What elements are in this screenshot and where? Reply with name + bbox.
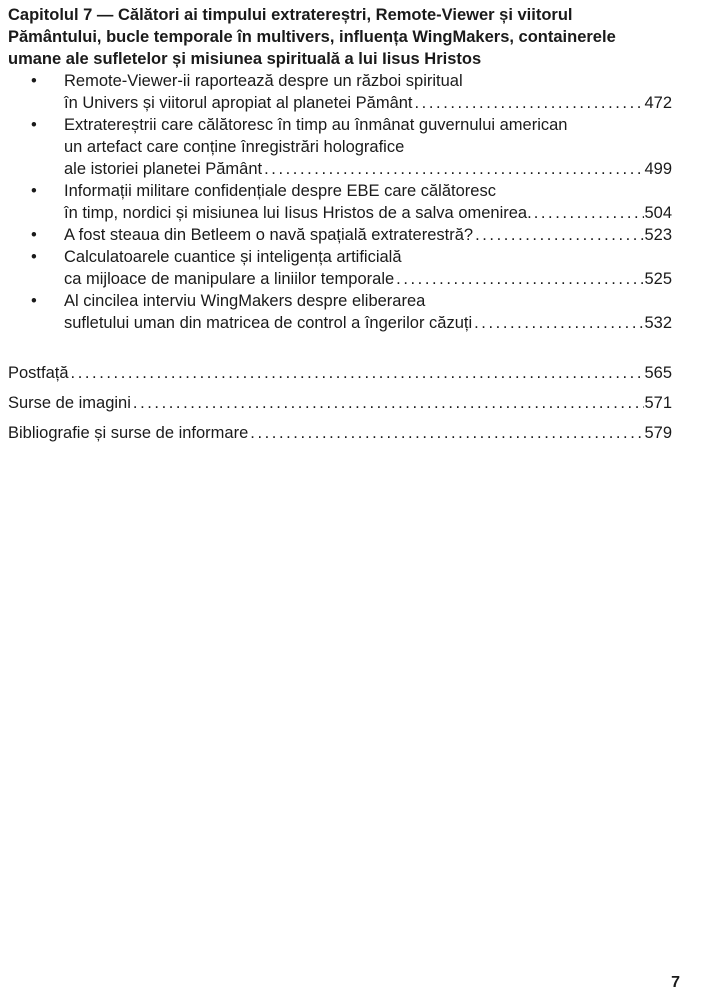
- dot-leader: [248, 422, 644, 444]
- page-ref: 571: [644, 394, 672, 412]
- dot-leader: [473, 224, 644, 246]
- entry-text-line: un artefact care conține înregistrări holografice: [64, 138, 405, 156]
- page-number: 7: [671, 974, 680, 991]
- dot-leader: [69, 362, 645, 384]
- toc-entry-504[interactable]: [0, 180, 702, 224]
- entry-label: Postfață: [8, 364, 69, 382]
- entry-last-line: [64, 312, 672, 334]
- entry-text-line: Al cincilea interviu WingMakers despre eliberarea: [64, 292, 426, 310]
- page-ref: 525: [644, 270, 672, 288]
- entry-text-line: A fost steaua din Betleem o navă spațială extraterestră?: [64, 226, 474, 244]
- bullet-icon: •: [31, 248, 37, 266]
- entry-label: Bibliografie și surse de informare: [8, 424, 249, 442]
- page-ref: 565: [644, 364, 672, 382]
- page-ref: 499: [644, 160, 672, 178]
- bullet-icon: •: [31, 226, 37, 244]
- toc-entry-bibliografie[interactable]: [8, 422, 672, 444]
- toc-entry-532[interactable]: [0, 290, 702, 334]
- entry-text-line: Remote-Viewer-ii raportează despre un război spiritual: [64, 72, 463, 90]
- entry-text-line: Extratereștrii care călătoresc în timp au înmânat guvernului american: [64, 116, 568, 134]
- toc-entry-surse-imagini[interactable]: [8, 392, 672, 414]
- bullet-icon: •: [31, 182, 37, 200]
- dot-leader: [131, 392, 645, 414]
- dot-leader: [262, 158, 644, 180]
- entry-text-line: ale istoriei planetei Pământ: [64, 160, 263, 178]
- bullet-icon: •: [31, 116, 37, 134]
- toc-entry-postfata[interactable]: [8, 362, 672, 384]
- chapter-entries-list: [0, 70, 702, 334]
- toc-entry-523[interactable]: [0, 224, 702, 246]
- page-ref: 472: [644, 94, 672, 112]
- entry-last-line: [64, 92, 672, 114]
- dot-leader: [472, 312, 644, 334]
- chapter-title-line: Pământului, bucle temporale în multivers, influența WingMakers, containerele: [8, 28, 616, 46]
- entry-last-line: [64, 158, 672, 180]
- entry-text-line: sufletului uman din matricea de control a îngerilor căzuți: [64, 314, 473, 332]
- toc-entry-472[interactable]: [0, 70, 702, 114]
- entry-label: Surse de imagini: [8, 394, 131, 412]
- chapter-title-line: umane ale sufletelor și misiunea spirituală a lui Iisus Hristos: [8, 50, 482, 68]
- bullet-icon: •: [31, 72, 37, 90]
- dot-leader: [413, 92, 645, 114]
- entry-text-line: în Univers și viitorul apropiat al planetei Pământ: [64, 94, 413, 112]
- dot-leader: [394, 268, 644, 290]
- chapter-title: [8, 4, 694, 70]
- toc-entry-499[interactable]: [0, 114, 702, 180]
- dot-leader: [532, 202, 645, 224]
- toc-entry-525[interactable]: [0, 246, 702, 290]
- entry-last-line: [64, 224, 672, 246]
- bullet-icon: •: [31, 292, 37, 310]
- entry-text-line: Calculatoarele cuantice și inteligența artificială: [64, 248, 402, 266]
- page-ref: 532: [644, 314, 672, 332]
- entry-text-line: ca mijloace de manipulare a liniilor temporale: [64, 270, 395, 288]
- entry-last-line: [64, 202, 672, 224]
- back-matter-list: [8, 362, 672, 452]
- page-ref: 523: [644, 226, 672, 244]
- entry-text-line: în timp, nordici și misiunea lui Iisus Hristos de a salva omenirea.: [64, 204, 532, 222]
- page-ref: 504: [644, 204, 672, 222]
- chapter-title-line: Capitolul 7 — Călători ai timpului extratereștri, Remote-Viewer și viitorul: [8, 6, 573, 24]
- entry-last-line: [64, 268, 672, 290]
- page-ref: 579: [644, 424, 672, 442]
- entry-text-line: Informații militare confidențiale despre EBE care călătoresc: [64, 182, 496, 200]
